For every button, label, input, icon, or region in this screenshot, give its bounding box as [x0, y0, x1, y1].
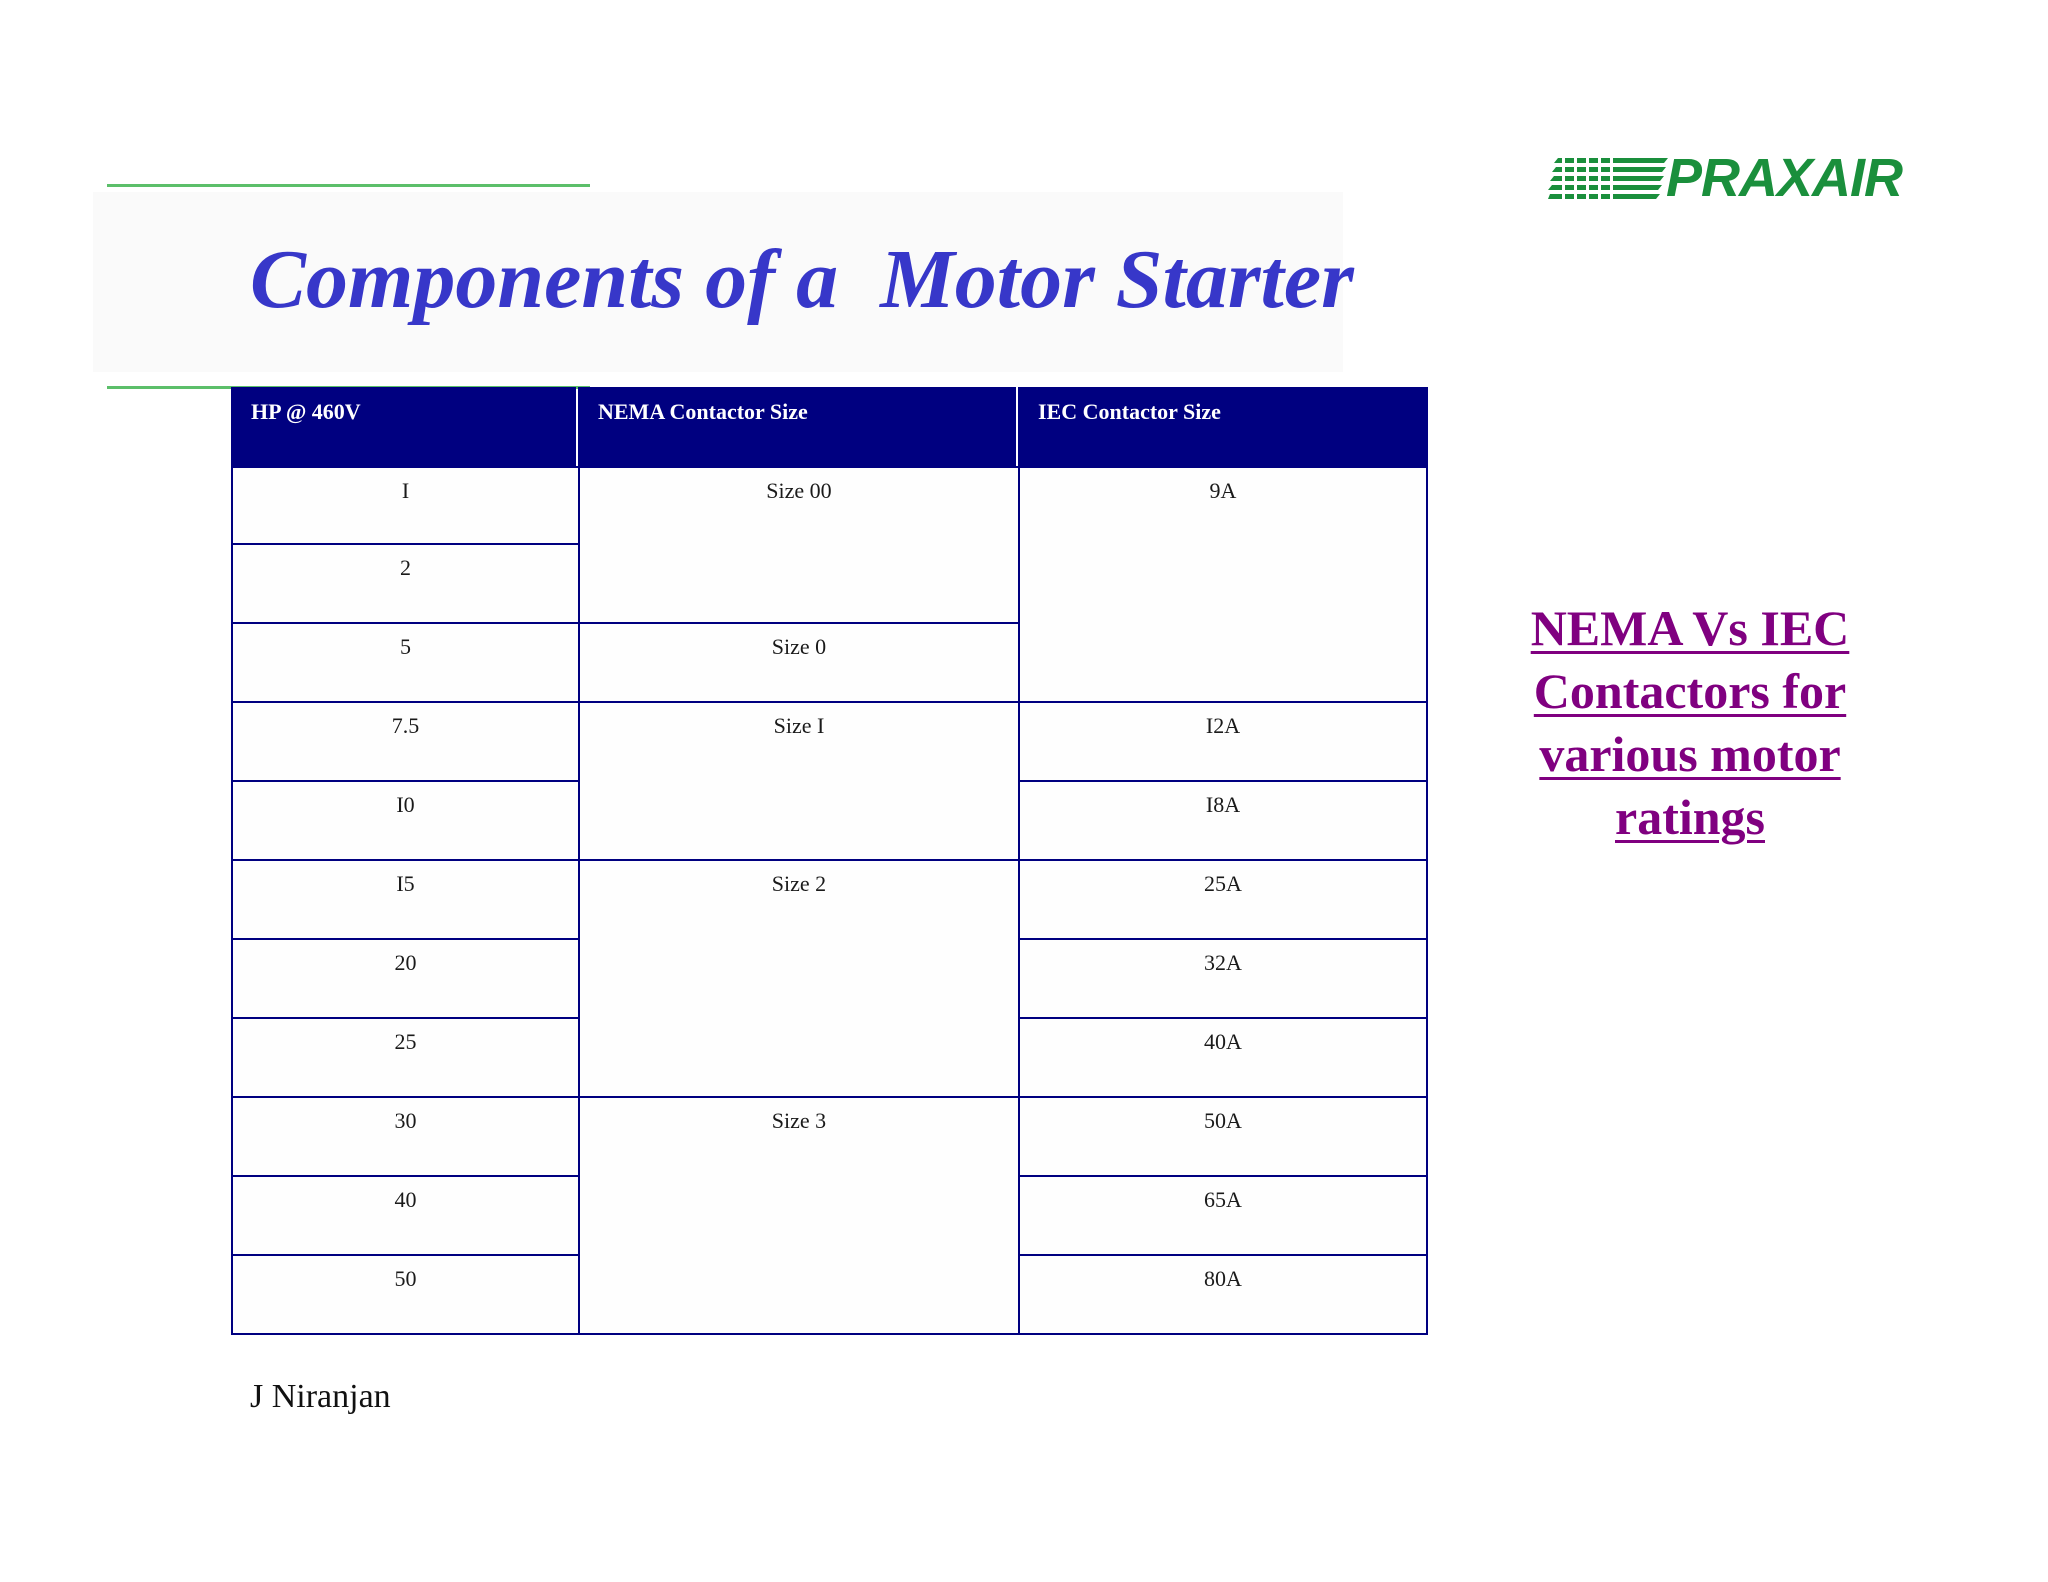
hp-cell: 50	[231, 1254, 580, 1335]
praxair-logo	[1548, 148, 1903, 208]
hp-cell: 7.5	[231, 701, 580, 782]
contactor-table	[231, 387, 1428, 1335]
iec-size-cell: 9A	[1018, 466, 1428, 703]
column-header-iec: IEC Contactor Size	[1018, 387, 1428, 466]
hp-cell: 30	[231, 1096, 580, 1177]
nema-size-cell: Size 00	[578, 466, 1020, 624]
side-note	[1480, 597, 1900, 849]
hp-cell: 2	[231, 543, 580, 624]
side-note-line: various motor	[1539, 726, 1841, 782]
page-title: Components of a Motor Starter	[250, 233, 1354, 326]
logo-wordmark: PRAXAIR	[1666, 148, 1903, 208]
side-note-line: ratings	[1615, 789, 1765, 845]
iec-size-cell: 50A	[1018, 1096, 1428, 1177]
title-rule-top	[107, 184, 590, 187]
hp-cell: I	[231, 466, 580, 545]
nema-size-cell: Size 3	[578, 1096, 1020, 1335]
hp-cell: 20	[231, 938, 580, 1019]
column-header-nema: NEMA Contactor Size	[578, 387, 1016, 466]
iec-size-cell: 65A	[1018, 1175, 1428, 1256]
hp-cell: 5	[231, 622, 580, 703]
author-name: J Niranjan	[250, 1378, 391, 1415]
iec-size-cell: 25A	[1018, 859, 1428, 940]
hp-cell: 40	[231, 1175, 580, 1256]
nema-size-cell: Size I	[578, 701, 1020, 861]
hp-cell: 25	[231, 1017, 580, 1098]
iec-size-cell: 40A	[1018, 1017, 1428, 1098]
side-note-line: Contactors for	[1533, 663, 1847, 719]
nema-size-cell: Size 0	[578, 622, 1020, 703]
hp-cell: I0	[231, 780, 580, 861]
side-note-line: NEMA Vs IEC	[1530, 600, 1850, 656]
iec-size-cell: I8A	[1018, 780, 1428, 861]
hp-cell: I5	[231, 859, 580, 940]
iec-size-cell: 32A	[1018, 938, 1428, 1019]
logo-stripes-icon	[1548, 158, 1668, 200]
iec-size-cell: 80A	[1018, 1254, 1428, 1335]
nema-size-cell: Size 2	[578, 859, 1020, 1098]
column-header-hp: HP @ 460V	[231, 387, 576, 466]
iec-size-cell: I2A	[1018, 701, 1428, 782]
